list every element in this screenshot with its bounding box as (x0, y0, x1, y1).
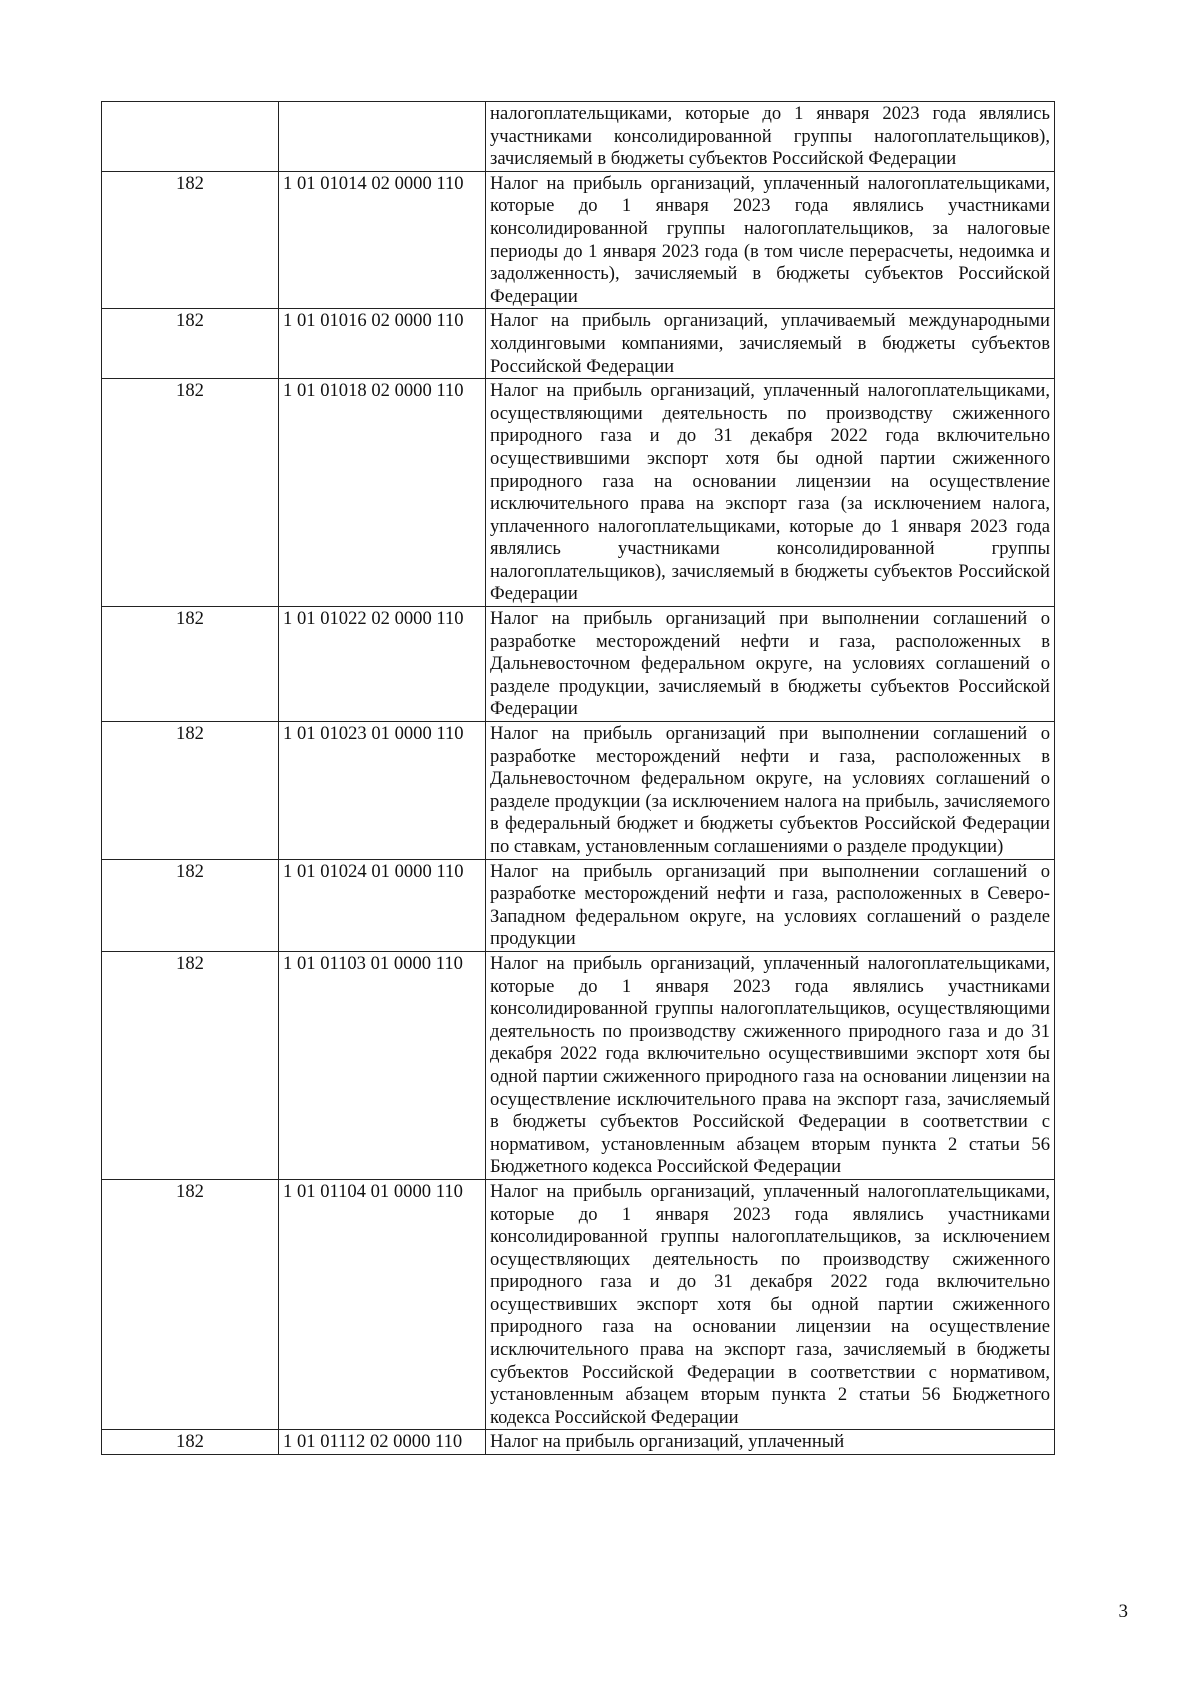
admin-code-cell: 182 (102, 309, 279, 379)
description-cell: Налог на прибыль организаций, уплаченный налогоплательщиками, которые до 1 января 2023 года являлись участниками консолидированной группы налогоплательщиков, за налоговые периоды до 1 января 2023 года (в том числе перерасчеты, недоимка и задолженность), зачисляемый в бюджеты субъектов Российской Федерации (486, 171, 1055, 309)
table-row (102, 722, 1055, 860)
budget-code-cell: 1 01 01103 01 0000 110 (279, 951, 486, 1179)
budget-code-cell: 1 01 01023 01 0000 110 (279, 722, 486, 860)
table-row (102, 1179, 1055, 1430)
budget-code-cell: 1 01 01112 02 0000 110 (279, 1430, 486, 1455)
description-cell: Налог на прибыль организаций при выполнении соглашений о разработке месторождений нефти и газа, расположенных в Дальневосточном федеральном округе, на условиях соглашений о разделе продукции (за исключением налога на прибыль, зачисляемого в федеральный бюджет и бюджеты субъектов Российской Федерации по ставкам, установленным соглашениями о разделе продукции) (486, 722, 1055, 860)
admin-code-cell (102, 102, 279, 172)
description-cell: Налог на прибыль организаций, уплаченный налогоплательщиками, которые до 1 января 2023 года являлись участниками консолидированной группы налогоплательщиков, осуществляющими деятельность по производству сжиженного природного газа и до 31 декабря 2022 года включительно осуществившими экспорт хотя бы одной партии сжиженного природного газа на основании лицензии на осуществление исключительного права на экспорт газа, зачисляемый в бюджеты субъектов Российской Федерации в соответствии с нормативом, установленным абзацем вторым пункта 2 статьи 56 Бюджетного кодекса Российской Федерации (486, 951, 1055, 1179)
description-cell: налогоплательщиками, которые до 1 января 2023 года являлись участниками консолидированной группы налогоплательщиков), зачисляемый в бюджеты субъектов Российской Федерации (486, 102, 1055, 172)
admin-code-cell: 182 (102, 722, 279, 860)
budget-code-cell: 1 01 01104 01 0000 110 (279, 1179, 486, 1430)
admin-code-cell: 182 (102, 379, 279, 607)
table-row (102, 951, 1055, 1179)
page-number: 3 (1118, 1601, 1128, 1622)
admin-code-cell: 182 (102, 171, 279, 309)
description-cell: Налог на прибыль организаций, уплаченный (486, 1430, 1055, 1455)
table-row (102, 859, 1055, 951)
admin-code-cell: 182 (102, 1430, 279, 1455)
description-cell: Налог на прибыль организаций при выполнении соглашений о разработке месторождений нефти и газа, расположенных в Северо-Западном федеральном округе, на условиях соглашений о разделе продукции (486, 859, 1055, 951)
table-row (102, 309, 1055, 379)
description-cell: Налог на прибыль организаций, уплаченный налогоплательщиками, осуществляющими деятельность по производству сжиженного природного газа и до 31 декабря 2022 года включительно осуществившими экспорт хотя бы одной партии сжиженного природного газа на основании лицензии на осуществление исключительного права на экспорт газа (за исключением налога, уплаченного налогоплательщиками, которые до 1 января 2023 года являлись участниками консолидированной группы налогоплательщиков), зачисляемый в бюджеты субъектов Российской Федерации (486, 379, 1055, 607)
budget-code-cell (279, 102, 486, 172)
table-row (102, 102, 1055, 172)
budget-code-cell: 1 01 01022 02 0000 110 (279, 607, 486, 722)
budget-code-cell: 1 01 01018 02 0000 110 (279, 379, 486, 607)
description-cell: Налог на прибыль организаций, уплачиваемый международными холдинговыми компаниями, зачисляемый в бюджеты субъектов Российской Федерации (486, 309, 1055, 379)
admin-code-cell: 182 (102, 951, 279, 1179)
admin-code-cell: 182 (102, 607, 279, 722)
table-row (102, 171, 1055, 309)
table-row (102, 607, 1055, 722)
table-row (102, 379, 1055, 607)
admin-code-cell: 182 (102, 859, 279, 951)
budget-code-cell: 1 01 01016 02 0000 110 (279, 309, 486, 379)
revenue-codes-table (101, 101, 1055, 1455)
admin-code-cell: 182 (102, 1179, 279, 1430)
description-cell: Налог на прибыль организаций при выполнении соглашений о разработке месторождений нефти и газа, расположенных в Дальневосточном федеральном округе, на условиях соглашений о разделе продукции, зачисляемый в бюджеты субъектов Российской Федерации (486, 607, 1055, 722)
budget-code-cell: 1 01 01014 02 0000 110 (279, 171, 486, 309)
table-row (102, 1430, 1055, 1455)
budget-code-cell: 1 01 01024 01 0000 110 (279, 859, 486, 951)
description-cell: Налог на прибыль организаций, уплаченный налогоплательщиками, которые до 1 января 2023 года являлись участниками консолидированной группы налогоплательщиков, за исключением осуществляющих деятельность по производству сжиженного природного газа и до 31 декабря 2022 года включительно осуществивших экспорт хотя бы одной партии сжиженного природного газа на основании лицензии на осуществление исключительного права на экспорт газа, зачисляемый в бюджеты субъектов Российской Федерации в соответствии с нормативом, установленным абзацем вторым пункта 2 статьи 56 Бюджетного кодекса Российской Федерации (486, 1179, 1055, 1430)
